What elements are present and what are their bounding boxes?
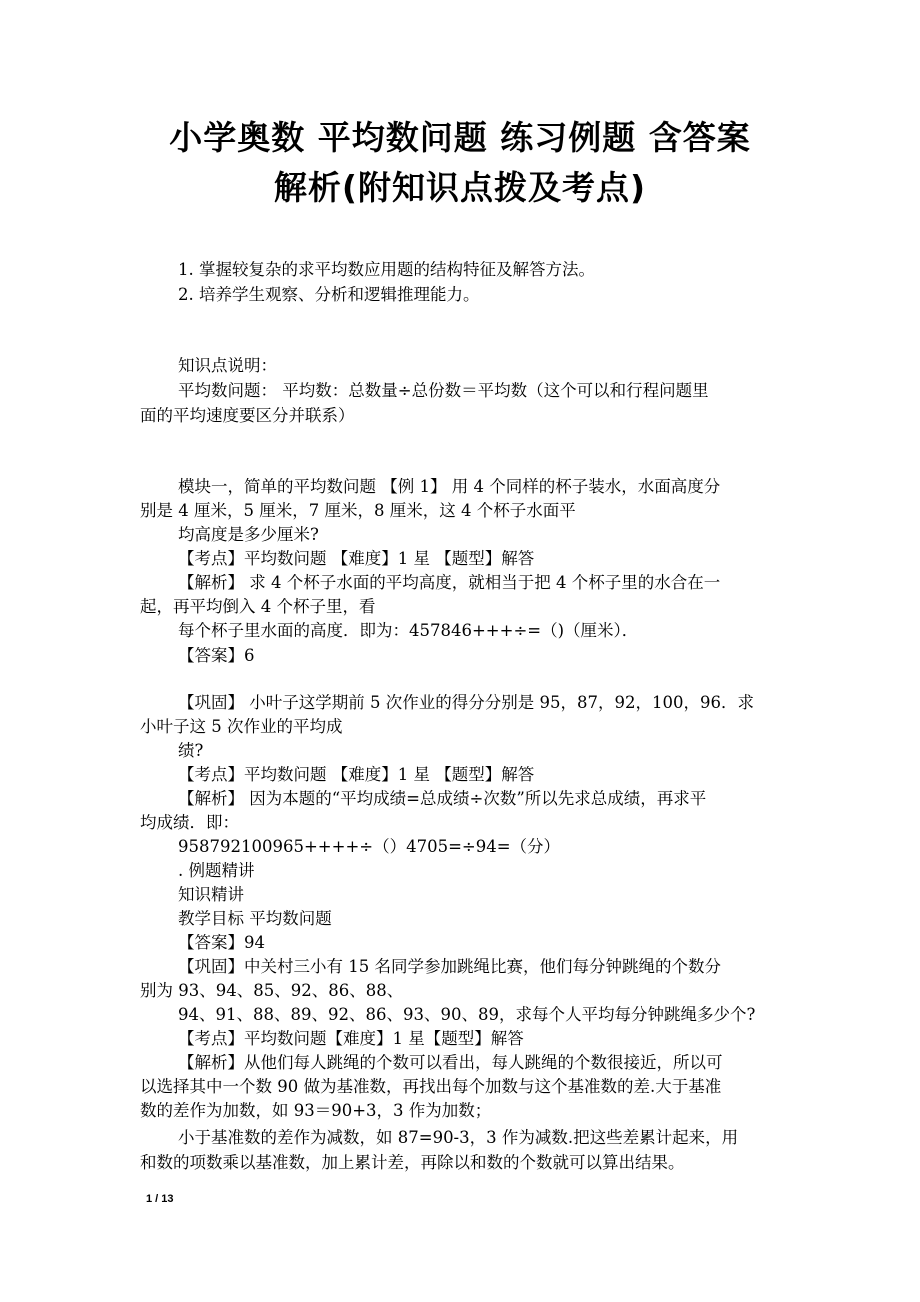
text-line: 平均数问题： 平均数：总数量÷总份数＝平均数（这个可以和行程问题里 bbox=[178, 381, 709, 400]
formula-line: 958792100965++++÷（）4705=÷94=（分） bbox=[178, 837, 561, 856]
section-heading-objectives: 教学目标 平均数问题 bbox=[178, 909, 332, 928]
analysis-line: 均成绩．即： bbox=[140, 813, 239, 832]
analysis-line: 以选择其中一个数 90 做为基准数，再找出每个加数与这个基准数的差.大于基准 bbox=[140, 1077, 722, 1096]
analysis-line: 和数的项数乘以基准数，加上累计差，再除以和数的个数就可以算出结果。 bbox=[140, 1153, 685, 1172]
objective-item-2: 2. 培养学生观察、分析和逻辑推理能力。 bbox=[178, 285, 480, 304]
topic-difficulty-line: 【考点】平均数问题【难度】1 星【题型】解答 bbox=[178, 1029, 524, 1048]
analysis-line: 【解析】从他们每人跳绳的个数可以看出，每人跳绳的个数很接近，所以可 bbox=[178, 1053, 723, 1072]
practice-question-line: 别为 93、94、85、92、86、88、 bbox=[140, 981, 404, 1000]
practice-question-line: 【巩固】中关村三小有 15 名同学参加跳绳比赛，他们每分钟跳绳的个数分 bbox=[178, 957, 721, 976]
topic-difficulty-line: 【考点】平均数问题 【难度】1 星 【题型】解答 bbox=[178, 765, 535, 784]
page-number: 1 / 13 bbox=[146, 1193, 174, 1205]
answer-line: 【答案】94 bbox=[178, 933, 265, 952]
section-heading-knowledge-detail: 知识精讲 bbox=[178, 885, 244, 904]
section-heading-knowledge: 知识点说明： bbox=[178, 356, 277, 375]
section-heading-examples: . 例题精讲 bbox=[178, 861, 255, 880]
example-question-line: 均高度是多少厘米? bbox=[178, 525, 319, 544]
analysis-line: 起，再平均倒入 4 个杯子里，看 bbox=[140, 597, 376, 616]
answer-line: 【答案】6 bbox=[178, 646, 255, 665]
example-question-line: 模块一，简单的平均数问题 【例 1】 用 4 个同样的杯子装水，水面高度分 bbox=[178, 477, 721, 496]
analysis-line: 数的差作为加数，如 93＝90+3，3 作为加数； bbox=[140, 1101, 492, 1120]
practice-question-line: 【巩固】 小叶子这学期前 5 次作业的得分分别是 95，87，92，100，96．求 bbox=[178, 693, 754, 712]
analysis-line: 【解析】 因为本题的“平均成绩=总成绩÷次数”所以先求总成绩，再求平 bbox=[178, 789, 707, 808]
text-line: 面的平均速度要区分并联系） bbox=[140, 406, 355, 425]
analysis-line: 每个杯子里水面的高度．即为：457846+++÷=（)（厘米）． bbox=[178, 621, 639, 640]
analysis-line: 【解析】 求 4 个杯子水面的平均高度，就相当于把 4 个杯子里的水合在一 bbox=[178, 573, 721, 592]
example-question-line: 别是 4 厘米，5 厘米，7 厘米，8 厘米，这 4 个杯子水面平 bbox=[140, 501, 576, 520]
practice-question-line: 小叶子这 5 次作业的平均成 bbox=[140, 717, 343, 736]
topic-difficulty-line: 【考点】平均数问题 【难度】1 星 【题型】解答 bbox=[178, 549, 535, 568]
practice-question-line: 94、91、88、89、92、86、93、90、89，求每个人平均每分钟跳绳多少个? bbox=[178, 1005, 756, 1024]
objective-item-1: 1. 掌握较复杂的求平均数应用题的结构特征及解答方法。 bbox=[178, 260, 595, 279]
practice-question-line: 绩? bbox=[178, 741, 204, 760]
document-title-line-1: 小学奥数 平均数问题 练习例题 含答案 bbox=[169, 118, 751, 157]
analysis-line: 小于基准数的差作为减数，如 87=90-3，3 作为减数.把这些差累计起来，用 bbox=[178, 1128, 739, 1147]
document-title-line-2: 解析(附知识点拨及考点) bbox=[273, 168, 647, 207]
